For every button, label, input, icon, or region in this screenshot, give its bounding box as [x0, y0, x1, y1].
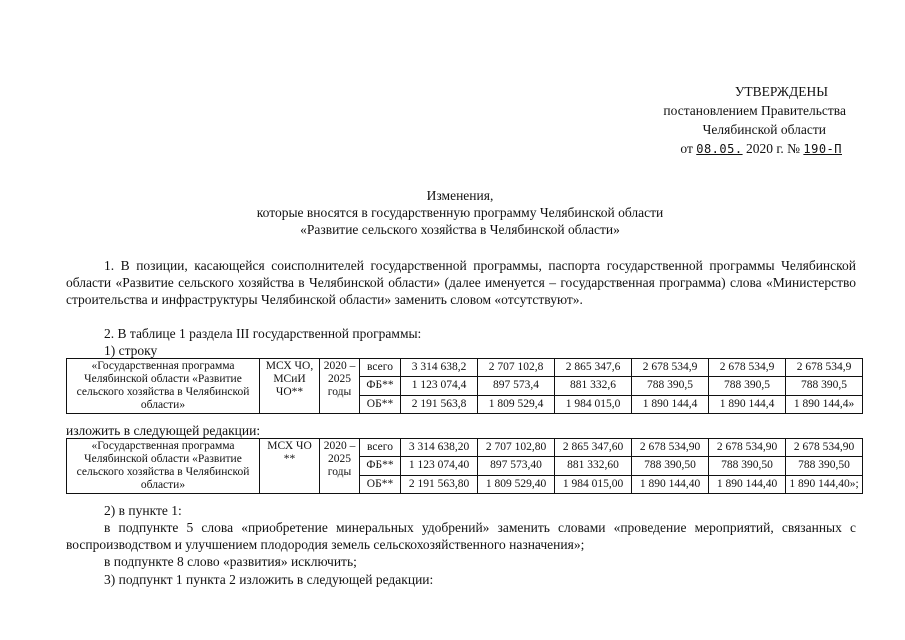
table-row — [67, 439, 863, 457]
years-cell: 2020 – 2025 годы — [320, 359, 360, 414]
value-cell: 2 865 347,60 — [555, 439, 632, 457]
value-cell: 881 332,6 — [555, 377, 632, 395]
value-cell: 788 390,50 — [786, 457, 863, 475]
paragraph-2-item-1: 1) строку — [104, 343, 158, 358]
value-cell: 1 984 015,0 — [555, 395, 632, 413]
handwritten-number: 190-П — [803, 142, 842, 156]
responsible-cell: МСХ ЧО, МСиИ ЧО** — [260, 359, 320, 414]
approval-block — [560, 82, 890, 159]
value-cell: 788 390,5 — [709, 377, 786, 395]
value-cell: 1 984 015,00 — [555, 475, 632, 493]
paragraph-1: 1. В позиции, касающейся соисполнителей государственной программы, паспорта государственной программы Челябинской области «Развитие сельского хозяйства в Челябинской области» (далее именуется – государственная программа) слова «Министерство строительства и инфраструктуры Челябинской области» заменить словом «отсутствуют». — [66, 258, 856, 307]
title-line-1: Изменения, — [426, 188, 494, 203]
title-line-2: которые вносятся в государственную программу Челябинской области — [256, 205, 664, 220]
value-cell: 897 573,4 — [478, 377, 555, 395]
value-cell: 2 707 102,8 — [478, 359, 555, 377]
value-cell: 3 314 638,20 — [401, 439, 478, 457]
paragraph-2: 2. В таблице 1 раздела III государственной программы: — [104, 326, 422, 341]
date-year: 2020 г. № — [745, 141, 800, 156]
paragraph-2-item-2b: в подпункте 8 слово «развития» исключить; — [104, 554, 357, 569]
value-cell: 2 707 102,80 — [478, 439, 555, 457]
funding-kind-cell: ФБ** — [360, 457, 401, 475]
value-cell: 788 390,5 — [786, 377, 863, 395]
years-cell: 2020 – 2025 годы — [320, 439, 360, 494]
value-cell: 2 191 563,8 — [401, 395, 478, 413]
value-cell: 788 390,50 — [709, 457, 786, 475]
value-cell: 2 678 534,9 — [709, 359, 786, 377]
value-cell: 1 809 529,4 — [478, 395, 555, 413]
document-title — [200, 187, 720, 238]
approval-region-line: Челябинской области — [702, 122, 826, 137]
funding-kind-cell: ОБ** — [360, 475, 401, 493]
value-cell: 881 332,60 — [555, 457, 632, 475]
value-cell: 2 865 347,6 — [555, 359, 632, 377]
value-cell: 1 890 144,4» — [786, 395, 863, 413]
value-cell: 788 390,5 — [632, 377, 709, 395]
title-line-3: «Развитие сельского хозяйства в Челябинской области» — [300, 222, 620, 237]
responsible-cell: МСХ ЧО ** — [260, 439, 320, 494]
value-cell: 2 678 534,90 — [786, 439, 863, 457]
value-cell: 1 123 074,40 — [401, 457, 478, 475]
value-cell: 2 678 534,90 — [709, 439, 786, 457]
value-cell: 1 890 144,40»; — [786, 475, 863, 493]
program-name-cell: «Государственная программа Челябинской области «Развитие сельского хозяйства в Челябинской области» — [67, 439, 260, 494]
funding-kind-cell: ОБ** — [360, 395, 401, 413]
approval-decree-line: постановлением Правительства — [663, 103, 846, 118]
value-cell: 1 890 144,4 — [632, 395, 709, 413]
table-new-row — [66, 438, 863, 494]
paragraph-2-item-2: 2) в пункте 1: — [104, 503, 182, 518]
approval-heading: УТВЕРЖДЕНЫ — [734, 84, 828, 99]
value-cell: 1 890 144,4 — [709, 395, 786, 413]
value-cell: 897 573,40 — [478, 457, 555, 475]
funding-kind-cell: всего — [360, 359, 401, 377]
replace-text: изложить в следующей редакции: — [66, 423, 261, 438]
program-name-cell: «Государственная программа Челябинской области «Развитие сельского хозяйства в Челябинской области» — [67, 359, 260, 414]
table-old-row — [66, 358, 863, 414]
value-cell: 2 678 534,9 — [632, 359, 709, 377]
date-prefix: от — [680, 141, 693, 156]
value-cell: 2 678 534,90 — [632, 439, 709, 457]
funding-kind-cell: ФБ** — [360, 377, 401, 395]
approval-date-line — [560, 139, 890, 159]
value-cell: 1 123 074,4 — [401, 377, 478, 395]
value-cell: 1 809 529,40 — [478, 475, 555, 493]
value-cell: 2 191 563,80 — [401, 475, 478, 493]
paragraph-2-item-3: 3) подпункт 1 пункта 2 изложить в следующей редакции: — [104, 572, 434, 587]
value-cell: 788 390,50 — [632, 457, 709, 475]
value-cell: 1 890 144,40 — [632, 475, 709, 493]
value-cell: 3 314 638,2 — [401, 359, 478, 377]
value-cell: 2 678 534,9 — [786, 359, 863, 377]
handwritten-date: 08.05. — [696, 142, 743, 156]
funding-kind-cell: всего — [360, 439, 401, 457]
value-cell: 1 890 144,40 — [709, 475, 786, 493]
table-row — [67, 359, 863, 377]
paragraph-2-item-2a: в подпункте 5 слова «приобретение минеральных удобрений» заменить словами «проведение мероприятий, связанных с воспроизводством и улучшением плодородия земель сельскохозяйственного назначения»; — [66, 520, 856, 552]
